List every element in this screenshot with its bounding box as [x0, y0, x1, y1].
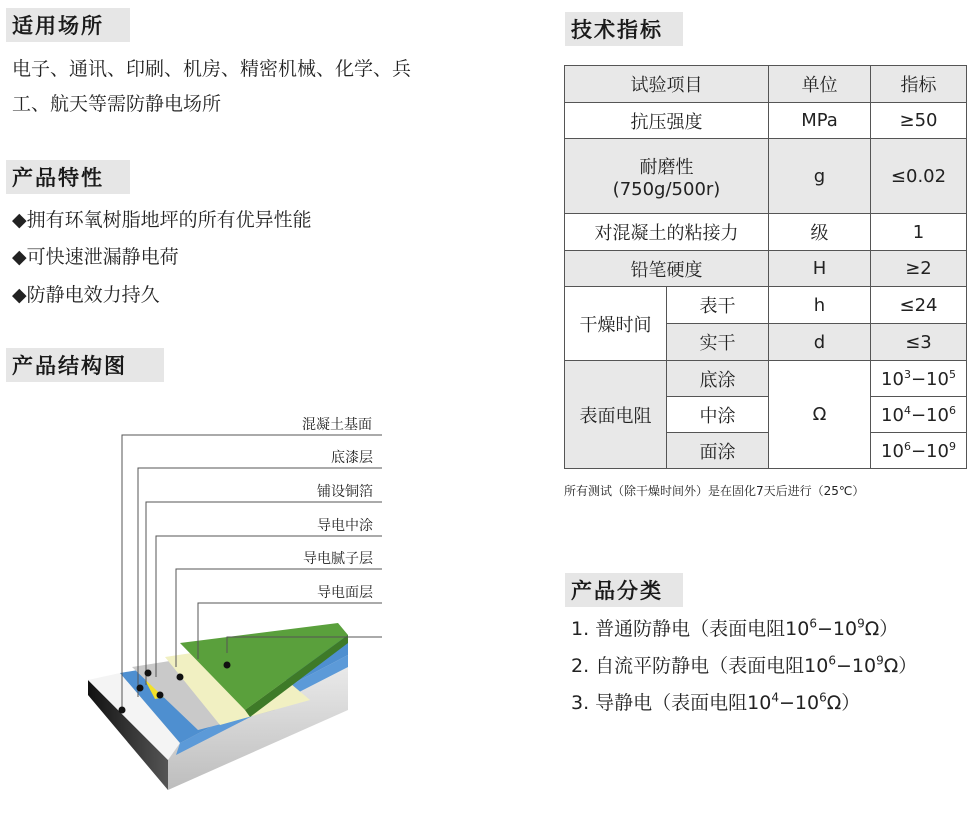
table-row — [565, 361, 967, 397]
cell-exp: 5 — [948, 367, 956, 381]
cell-base: 10 — [926, 368, 949, 390]
cell — [871, 397, 967, 433]
applicable-line-2: 工、航天等需防静电场所 — [12, 93, 222, 115]
cls-exp: 9 — [857, 616, 865, 631]
layer-label-mid-coat: 导电中涂 — [317, 518, 373, 534]
table-row — [565, 103, 967, 139]
spec-table — [564, 65, 967, 469]
cell: 表干 — [667, 287, 769, 324]
cell: 铅笔硬度 — [565, 251, 769, 287]
cell — [871, 361, 967, 397]
cls-text: Ω） — [864, 618, 899, 640]
cell: H — [769, 251, 871, 287]
cls-text: −10 — [836, 655, 877, 677]
cls-exp: 6 — [828, 653, 836, 668]
cell-base: 10 — [926, 404, 949, 426]
layer-label-concrete: 混凝土基面 — [302, 417, 372, 433]
section-title: 产品结构图 — [12, 354, 127, 378]
cls-text: −10 — [779, 692, 820, 714]
cell: 实干 — [667, 324, 769, 361]
layer-label-top-coat: 导电面层 — [317, 585, 373, 601]
cell-sep: − — [910, 440, 927, 462]
section-header-applicable — [6, 8, 130, 42]
cls-exp: 6 — [819, 690, 827, 705]
cell: 面涂 — [667, 433, 769, 469]
classification-item — [571, 651, 917, 678]
cls-exp: 4 — [771, 690, 779, 705]
cell: ≤3 — [871, 324, 967, 361]
col-header: 单位 — [769, 66, 871, 103]
cell-sep: − — [910, 404, 927, 426]
cell: d — [769, 324, 871, 361]
cell: 抗压强度 — [565, 103, 769, 139]
col-header: 指标 — [871, 66, 967, 103]
cell-base: 10 — [881, 368, 904, 390]
table-row — [565, 139, 967, 214]
layer-label-putty: 导电腻子层 — [303, 551, 373, 567]
cell-base: 10 — [926, 440, 949, 462]
section-title: 产品特性 — [12, 166, 104, 190]
cls-text: 3. 导静电（表面电阻10 — [571, 692, 772, 714]
table-row — [565, 287, 967, 324]
cell-line: 耐磨性 — [639, 156, 694, 178]
feature-item: ◆可快速泄漏静电荷 — [12, 246, 179, 268]
classification-item — [571, 614, 898, 641]
cls-text: 1. 普通防静电（表面电阻10 — [571, 618, 810, 640]
cell-exp: 4 — [903, 403, 911, 417]
table-header-row — [565, 66, 967, 103]
col-header: 试验项目 — [565, 66, 769, 103]
cell: 底涂 — [667, 361, 769, 397]
cell: Ω — [769, 361, 871, 469]
cell: 中涂 — [667, 397, 769, 433]
cell: 干燥时间 — [565, 287, 667, 361]
cell — [565, 139, 769, 214]
layer-label-primer: 底漆层 — [331, 450, 373, 466]
cell-exp: 6 — [948, 403, 956, 417]
cell: ≥50 — [871, 103, 967, 139]
cell — [871, 433, 967, 469]
cell-base: 10 — [881, 404, 904, 426]
floor-structure-diagram — [70, 425, 390, 805]
cell-exp: 9 — [948, 439, 956, 453]
cell: h — [769, 287, 871, 324]
section-header-classification — [565, 573, 683, 607]
section-header-structure — [6, 348, 164, 382]
cls-text: Ω） — [883, 655, 918, 677]
cell-exp: 3 — [903, 367, 911, 381]
section-header-spec — [565, 12, 683, 46]
cell: MPa — [769, 103, 871, 139]
cell: 1 — [871, 214, 967, 251]
table-row — [565, 214, 967, 251]
table-row — [565, 251, 967, 287]
cell-sep: − — [910, 368, 927, 390]
section-title: 产品分类 — [571, 579, 663, 603]
classification-item — [571, 688, 860, 715]
cls-text: 2. 自流平防静电（表面电阻10 — [571, 655, 829, 677]
cell: ≤0.02 — [871, 139, 967, 214]
spec-note: 所有测试（除干燥时间外）是在固化7天后进行（25℃） — [564, 484, 865, 498]
section-title: 适用场所 — [12, 14, 104, 38]
applicable-line-1: 电子、通讯、印刷、机房、精密机械、化学、兵 — [12, 58, 412, 80]
cls-exp: 6 — [809, 616, 817, 631]
cell: ≥2 — [871, 251, 967, 287]
section-title: 技术指标 — [571, 18, 663, 42]
cell: 表面电阻 — [565, 361, 667, 469]
feature-item: ◆防静电效力持久 — [12, 284, 160, 306]
cell-line: (750g/500r) — [612, 178, 721, 200]
feature-item: ◆拥有环氧树脂地坪的所有优异性能 — [12, 209, 312, 231]
cls-text: −10 — [817, 618, 858, 640]
cell: 对混凝土的粘接力 — [565, 214, 769, 251]
cell: ≤24 — [871, 287, 967, 324]
layer-label-copper: 铺设铜箔 — [317, 484, 373, 500]
cell-base: 10 — [881, 440, 904, 462]
cell: 级 — [769, 214, 871, 251]
cls-exp: 9 — [876, 653, 884, 668]
cell: g — [769, 139, 871, 214]
cls-text: Ω） — [826, 692, 861, 714]
cell-exp: 6 — [903, 439, 911, 453]
section-header-features — [6, 160, 130, 194]
